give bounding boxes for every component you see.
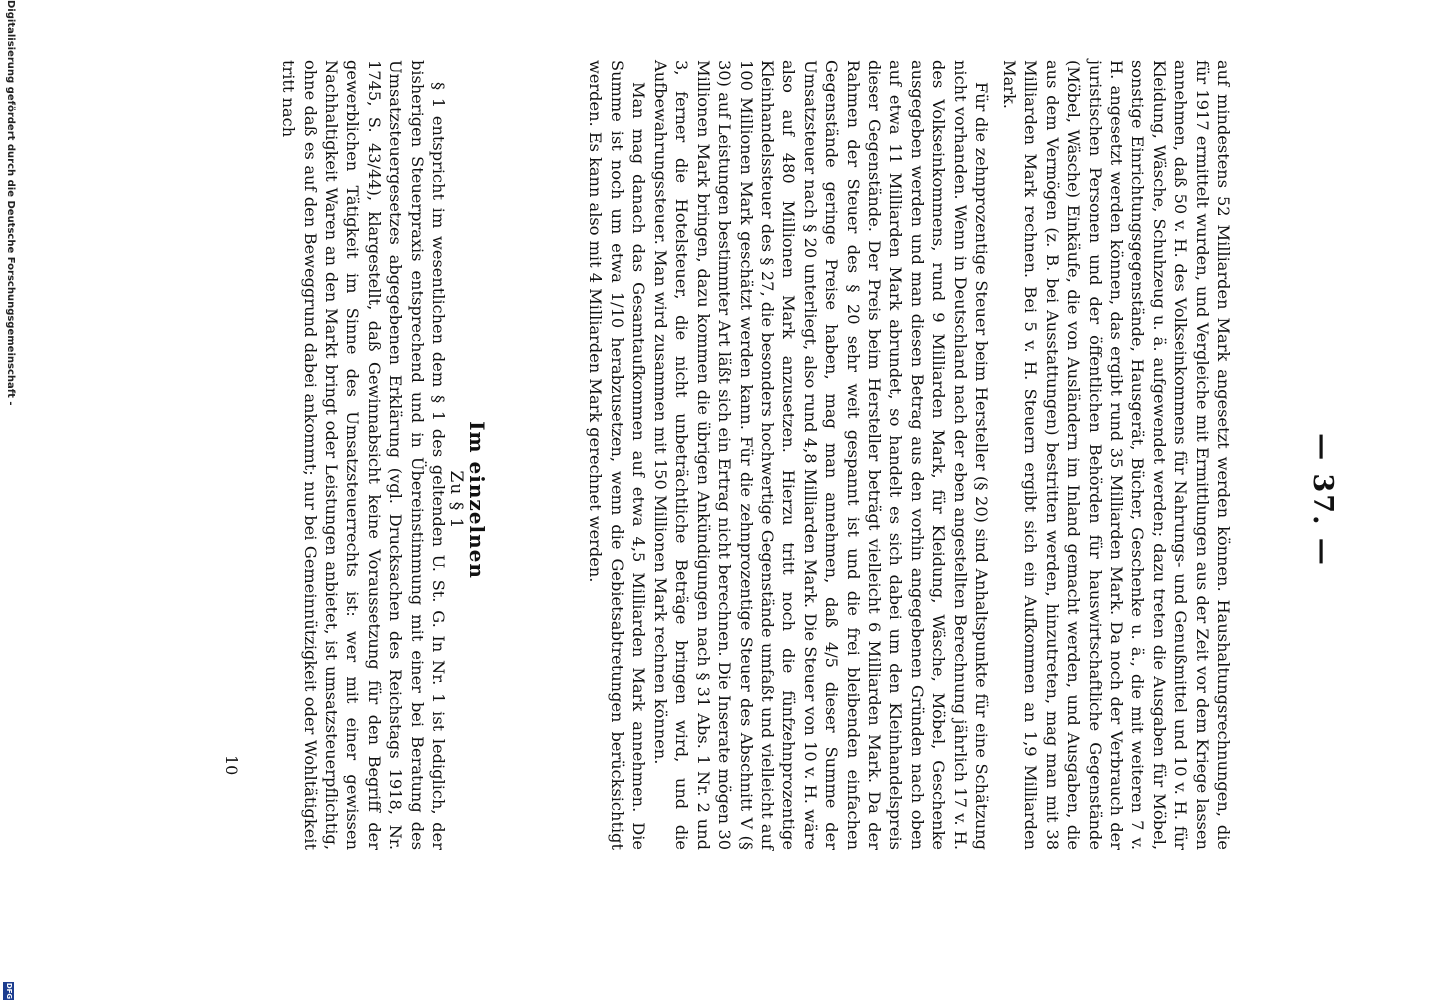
dfg-logo: DFG (5, 982, 13, 1000)
paragraph-text: § 1 entspricht im wesentlichen dem § 1 des geltenden U. St. G. In Nr. 1 ist lediglich, der bisherigen Steuerpraxis entsprechend und in Übereinstimmung mit einer bei Beratung des Umsatzsteuergesetzes abgegebenen Erklärung (vgl. Drucksachen des Reichstags 1918, Nr. 1745, S. 43/44), klargestellt, daß Gewinnabsicht keine Voraussetzung für den Begriff der gewerblichen Tätigkeit im Sinne des Umsatzsteuerrechts ist: wer mit einer gewissen Nachhaltigkeit Waren an den Markt bringt oder Leistungen anbietet, ist umsatzsteuerpflichtig, ohne daß es auf den Beweggrund dabei ankommt; nur bei Gemeinnützigkeit oder Wohltätigkeit tritt nach (279, 60, 448, 850)
paragraph-text: auf mindestens 52 Milliarden Mark angesetzt werden können. Haushaltungsrechnungen, die für 1917 ermittelt wurden, und Vergleiche mit Ermittlungen aus der Zeit vor dem Kriege lassen annehmen, daß 50 v. H. des Volkseinkommens für Nahrungs- und Genußmittel und 10 v. H. für Kleidung, Wäsche, Schuhzeug u. ä. aufgewendet werden; dazu treten die Ausgaben für Möbel, sonstige Einrichtungsgegenstände, Hausgerät, Bücher, Geschenke u. ä., die mit weiteren 7 v. H. angesetzt werden können, das ergibt rund 35 Milliarden Mark. Da noch der Verbrauch der juristischen Personen und der öffentlichen Behörden für hauswirtschaftliche Gegenstände (Möbel, Wäsche) Einkäufe, die von Ausländern im Inland gemacht werden, und Ausgaben, die aus dem Vermögen (z. B. bei Ausstattungen) bestritten werden, hinzutreten, mag man mit 38 Milliarden Mark rechnen. Bei 5 v. H. Steuern ergibt sich ein Aufkommen an 1,9 Milliarden Mark. (999, 60, 1233, 850)
page-header: — 37. — (1307, 433, 1338, 567)
paragraph-text: Für die zehnprozentige Steuer beim Hersteller (§ 20) sind Anhaltspunkte für eine Schätzung nicht vorhanden. Wenn in Deutschland nach der eben angestellten Berechnung jährlich 17 v. H. des Volkseinkommens, rund 9 Milliarden Mark, für Kleidung, Wäsche, Möbel, Geschenke ausgegeben werden und man diesen Betrag aus den vorhin angegebenen Gründen nach oben auf etwa 11 Milliarden Mark abrundet, so handelt es sich dabei um den Kleinhandelspreis dieser Gegenstände. Der Preis beim Hersteller beträgt vielleicht 6 Milliarden Mark. Da der Rahmen der Steuer des § 20 sehr weit gespannt ist und die frei bleibenden einfachen Gegenstände geringe Preise haben, mag man annehmen, daß 4/5 dieser Summe der Umsatzsteuer nach § 20 unterliegt, also rund 4,8 Milliarden Mark. Die Steuer von 10 v. H. wäre also auf 480 Millionen Mark anzusetzen. Hierzu tritt noch die fünfzehnprozentige Kleinhandelssteuer des § 27, die besonders hochwertige Gegenstände umfaßt und vielleicht auf 100 Millionen Mark geschätzt werden kann. Für die zehnprozentige Steuer des Abschnitt V (§ 30) auf Leistungen bestimmter Art läßt sich ein Ertrag nicht berechnen. Die Inserate mögen 30 Millionen Mark bringen, dazu kommen die übrigen Ankündigungen nach § 31 Abs. 1 Nr. 2 und 3, ferner die Hotelsteuer, die nicht unbeträchtliche Beträge bringen wird, und die Aufbewahrungssteuer. Man wird zusammen mit 150 Millionen Mark rechnen können. (650, 60, 991, 850)
paragraph-2 (650, 60, 993, 850)
section-heading: Im einzelnen (465, 421, 489, 579)
paragraph-3 (585, 60, 649, 850)
sub-heading: Zu § 1 (446, 470, 466, 530)
page-number: 10 (222, 755, 241, 776)
paragraph-1 (999, 60, 1234, 850)
paragraph-4 (278, 60, 449, 850)
digitization-credit: Digitalisierung gefördert durch die Deutsche Forschungsgemeinschaft - (5, 0, 16, 406)
paragraph-text: Man mag danach das Gesamtaufkommen auf etwa 4,5 Milliarden Mark annehmen. Die Summe ist noch um etwa 1/10 herabzusetzen, wenn die Gebietsabtretungen berücksichtigt werden. Es kann also mit 4 Milliarden Mark gerechnet werden. (586, 60, 648, 850)
